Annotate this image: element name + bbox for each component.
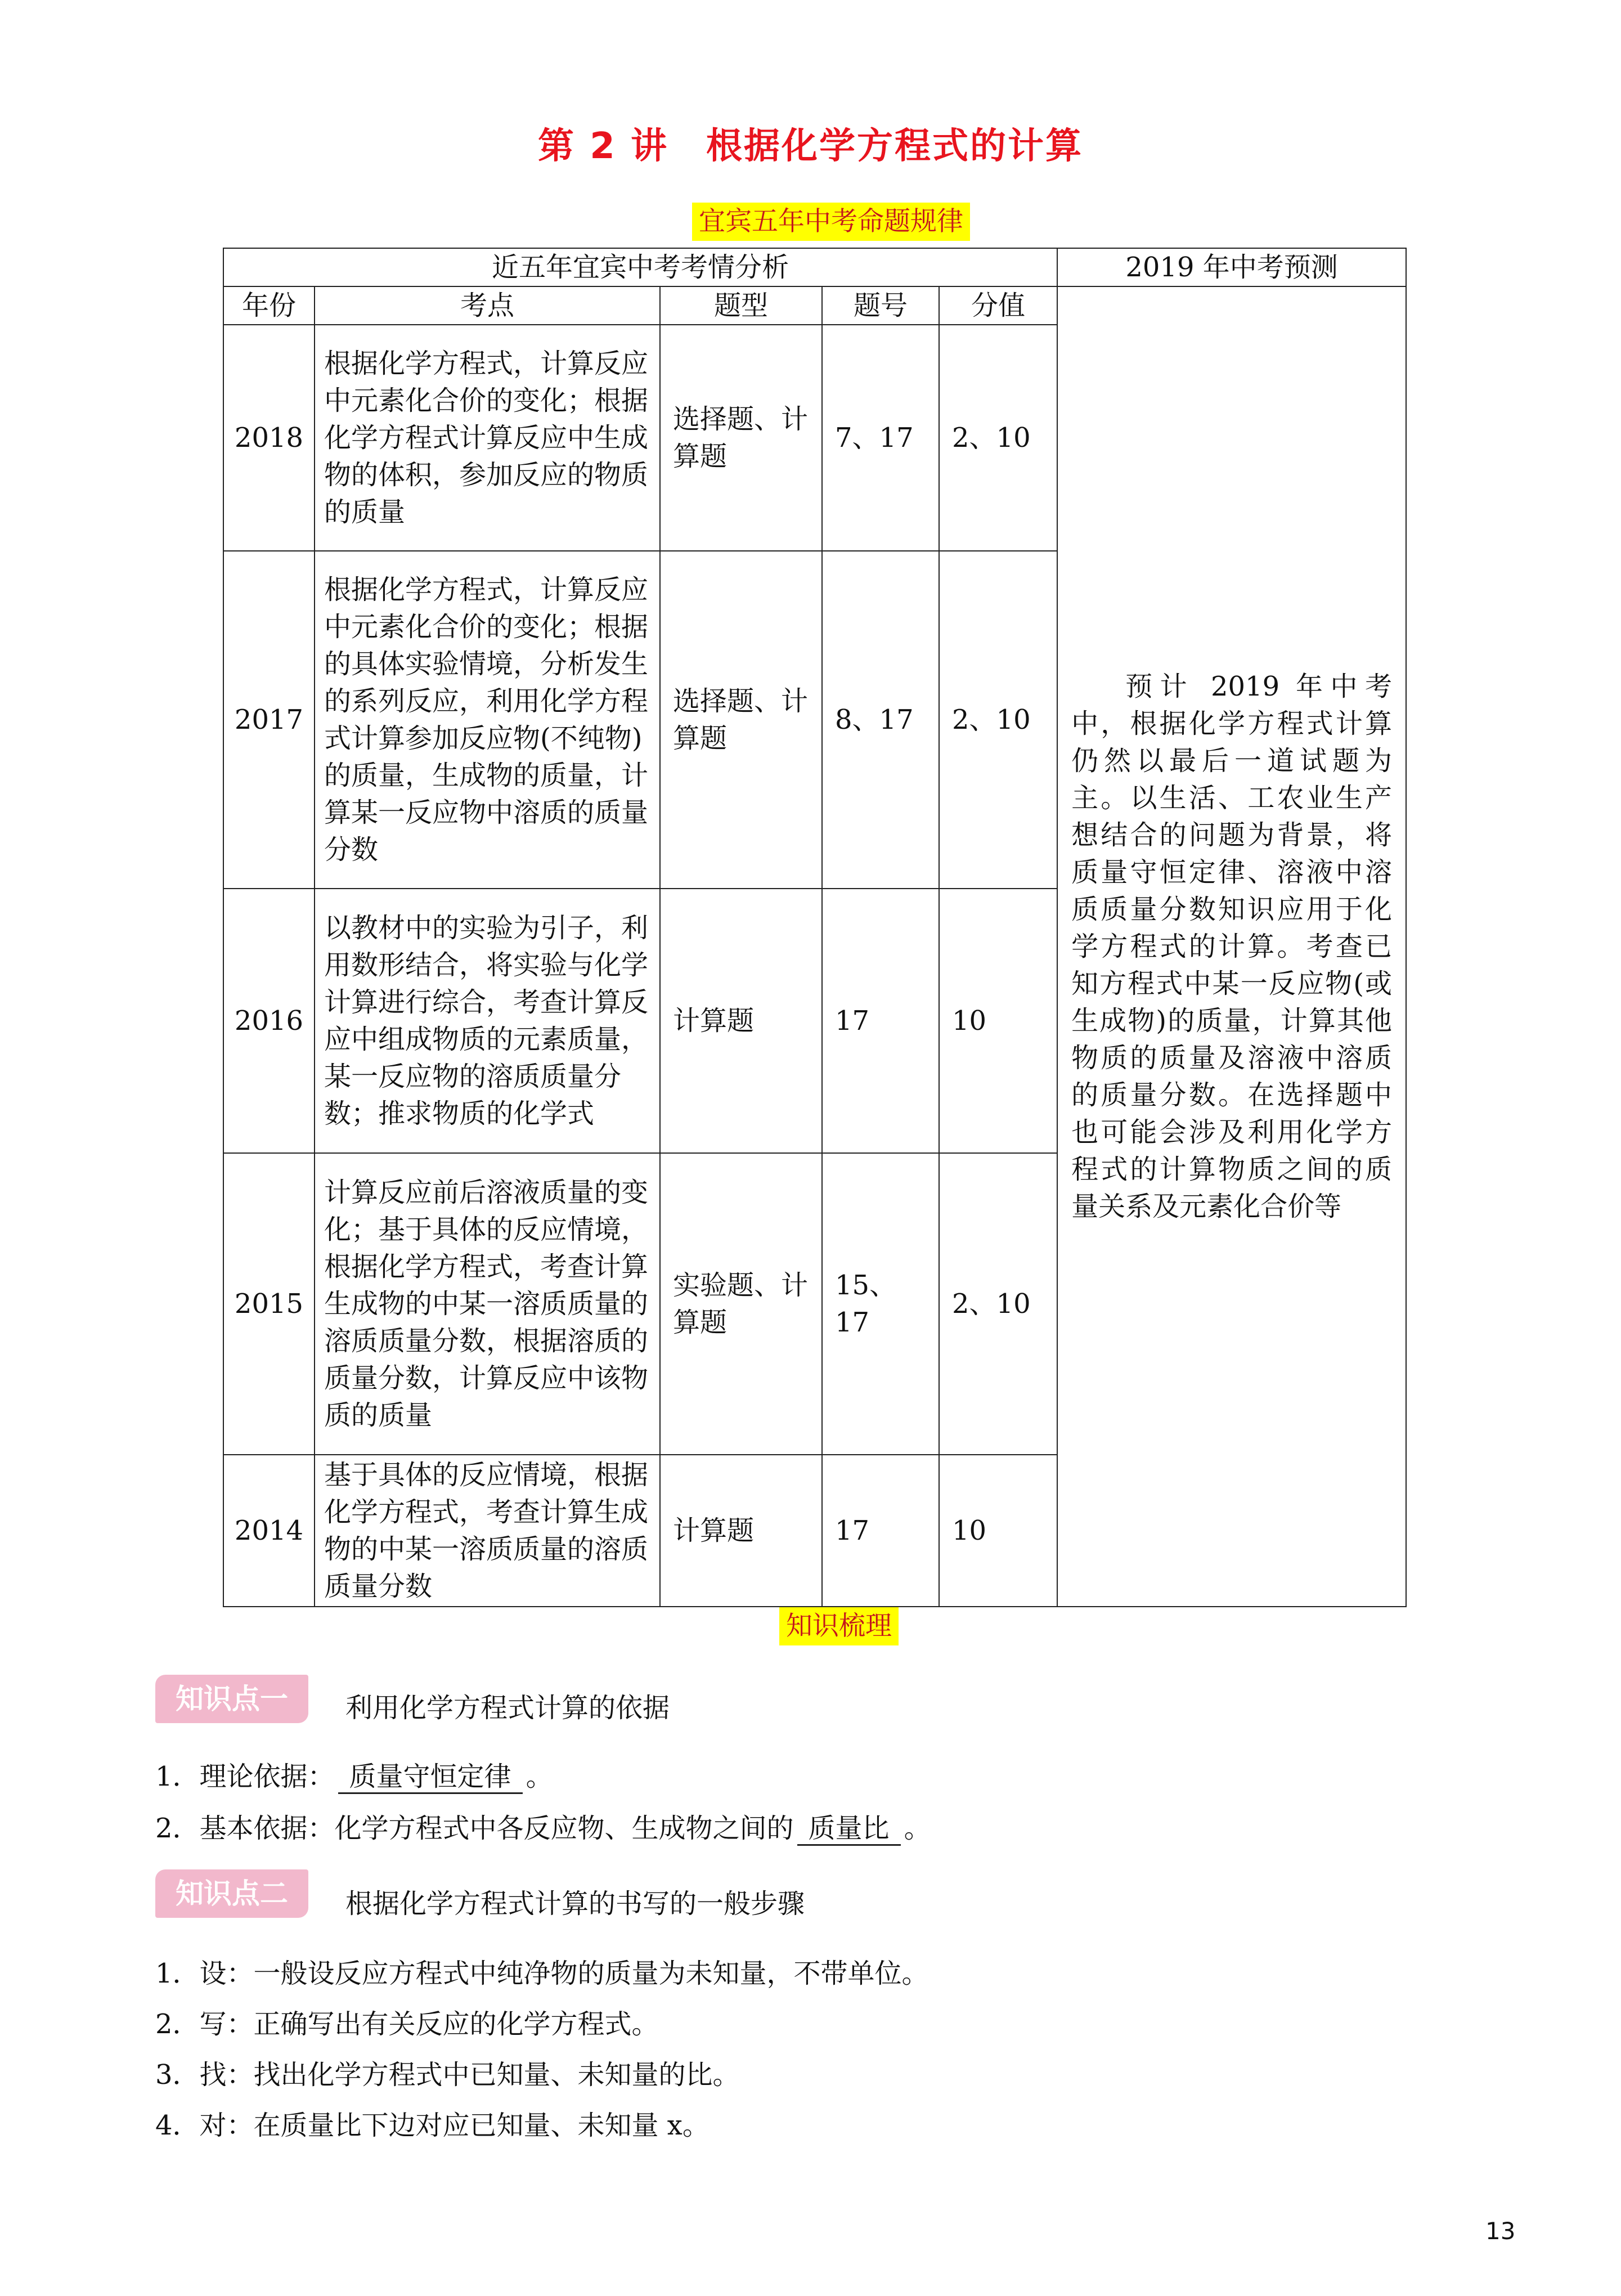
page-number: 13 <box>1485 2217 1516 2245</box>
col-year: 年份 <box>223 286 315 325</box>
knowledge-point-2-title: 根据化学方程式计算的书写的一般步骤 <box>345 1888 805 1920</box>
year-cell: 2018 <box>223 325 315 551</box>
type-cell: 计算题 <box>660 1455 822 1607</box>
col-score: 分值 <box>939 286 1057 325</box>
score-cell: 2、10 <box>939 325 1057 551</box>
knowledge-point-1-title: 利用化学方程式计算的依据 <box>345 1692 670 1724</box>
step-2: 2．写：正确写出有关反应的化学方程式。 <box>155 2008 659 2040</box>
year-cell: 2015 <box>223 1153 315 1455</box>
answer-blank-1: 质量守恒定律 <box>338 1761 523 1794</box>
type-cell: 实验题、计算题 <box>660 1153 822 1455</box>
score-cell: 10 <box>939 1455 1057 1607</box>
point-cell: 根据化学方程式，计算反应中元素化合价的变化；根据的具体实验情境，分析发生的系列反应，利用化学方程式计算参加反应物(不纯物)的质量，生成物的质量，计算某一反应物中溶质的质量分数 <box>315 551 660 889</box>
step-1: 1．设：一般设反应方程式中纯净物的质量为未知量，不带单位。 <box>155 1958 929 1989</box>
header-analysis: 近五年宜宾中考考情分析 <box>223 248 1057 286</box>
point-cell: 基于具体的反应情境，根据化学方程式，考查计算生成物的中某一溶质质量的溶质质量分数 <box>315 1455 660 1607</box>
answer-blank-2: 质量比 <box>797 1813 901 1846</box>
col-point: 考点 <box>315 286 660 325</box>
number-cell: 17 <box>822 889 939 1153</box>
prediction-cell <box>1057 286 1406 1607</box>
header-prediction: 2019 年中考预测 <box>1057 248 1406 286</box>
type-cell: 选择题、计算题 <box>660 551 822 889</box>
basis-1-end: 。 <box>526 1761 553 1792</box>
point-cell: 计算反应前后溶液质量的变化；基于具体的反应情境，根据化学方程式，考查计算生成物的中某一溶质质量的溶质质量分数，根据溶质的质量分数，计算反应中该物质的质量 <box>315 1153 660 1455</box>
number-cell: 7、17 <box>822 325 939 551</box>
point-cell: 以教材中的实验为引子，利用数形结合，将实验与化学计算进行综合，考查计算反应中组成物质的元素质量，某一反应物的溶质质量分数；推求物质的化学式 <box>315 889 660 1153</box>
basis-line-1 <box>155 1755 553 1794</box>
basis-1-label: 1．理论依据： <box>155 1761 335 1792</box>
step-4: 4．对：在质量比下边对应已知量、未知量 x。 <box>155 2110 710 2141</box>
number-cell: 8、17 <box>822 551 939 889</box>
score-cell: 2、10 <box>939 551 1057 889</box>
number-cell: 17 <box>822 1455 939 1607</box>
step-3: 3．找：找出化学方程式中已知量、未知量的比。 <box>155 2059 740 2091</box>
score-cell: 2、10 <box>939 1153 1057 1455</box>
number-cell: 15、17 <box>822 1153 939 1455</box>
section-label-knowledge: 知识梳理 <box>779 1607 899 1645</box>
knowledge-point-1-badge: 知识点一 <box>155 1675 308 1723</box>
page-title: 第 2 讲 根据化学方程式的计算 <box>537 125 1084 167</box>
year-cell: 2014 <box>223 1455 315 1607</box>
basis-2-end: 。 <box>904 1813 931 1844</box>
knowledge-point-2-badge: 知识点二 <box>155 1869 308 1918</box>
exam-analysis-table <box>223 248 1407 1607</box>
basis-line-2 <box>155 1806 931 1846</box>
score-cell: 10 <box>939 889 1057 1153</box>
section-label-exam-pattern: 宜宾五年中考命题规律 <box>692 203 970 241</box>
col-type: 题型 <box>660 286 822 325</box>
basis-2-label: 2．基本依据：化学方程式中各反应物、生成物之间的 <box>155 1813 794 1844</box>
type-cell: 选择题、计算题 <box>660 325 822 551</box>
type-cell: 计算题 <box>660 889 822 1153</box>
prediction-text: 预计 2019 年中考中，根据化学方程式计算仍然以最后一道试题为主。以生活、工农业生产想结合的问题为背景，将质量守恒定律、溶液中溶质质量分数知识应用于化学方程式的计算。考查已知方程式中某一反应物(或生成物)的质量，计算其他物质的质量及溶液中溶质的质量分数。在选择题中也可能会涉及利用化学方程式的计算物质之间的质量关系及元素化合价等 <box>1071 671 1393 1222</box>
year-cell: 2016 <box>223 889 315 1153</box>
point-cell: 根据化学方程式，计算反应中元素化合价的变化；根据化学方程式计算反应中生成物的体积，参加反应的物质的质量 <box>315 325 660 551</box>
year-cell: 2017 <box>223 551 315 889</box>
col-number: 题号 <box>822 286 939 325</box>
